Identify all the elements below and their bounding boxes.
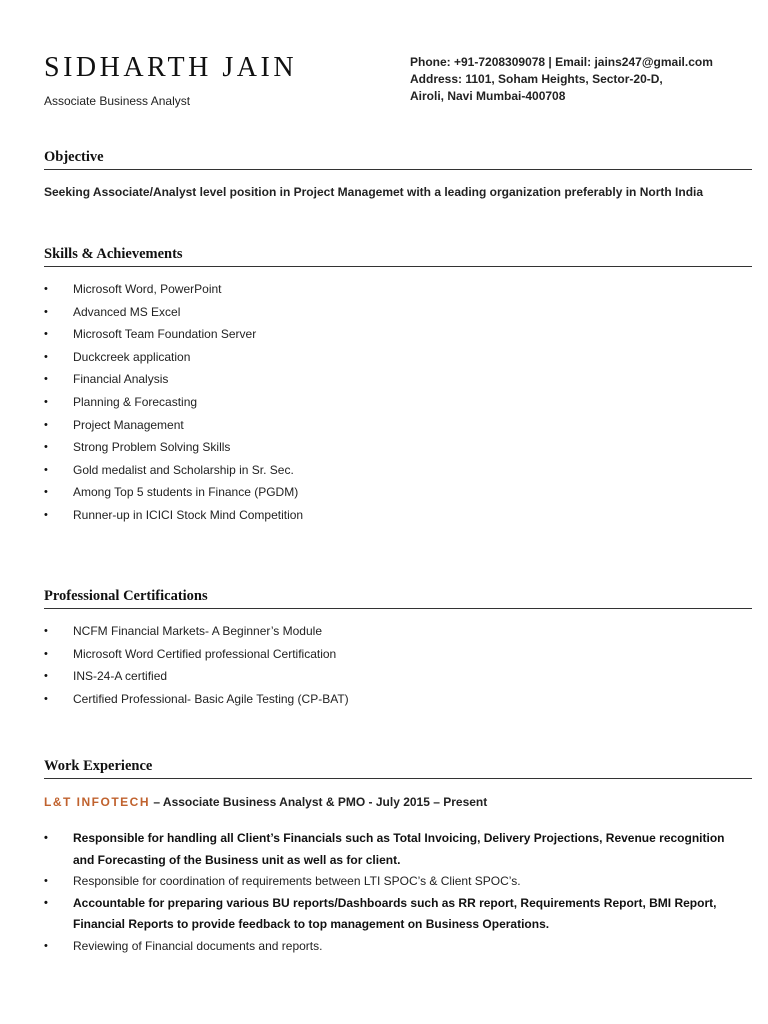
bullet-icon: • [44, 463, 48, 476]
list-item: • Duckcreek application [44, 346, 744, 369]
bullet-icon: • [44, 625, 48, 637]
bullet-icon: • [44, 670, 48, 683]
list-item: • Project Management [44, 414, 744, 437]
work-experience-heading: Work Experience [44, 758, 752, 779]
list-item: • Microsoft Word, PowerPoint [44, 278, 744, 301]
list-item: • Strong Problem Solving Skills [44, 436, 744, 459]
bullet-icon: • [44, 441, 48, 454]
objective-text: Seeking Associate/Analyst level position in Project Managemet with a leading organization preferably in North India [44, 185, 704, 199]
bullet-icon: • [44, 305, 48, 318]
candidate-name: SIDHARTH JAIN [44, 52, 298, 83]
job-title-line [44, 795, 487, 809]
bullet-icon: • [44, 647, 48, 660]
skills-list [44, 278, 744, 527]
work-responsibilities-list [44, 828, 734, 957]
contact-address-line-2: Airoli, Navi Mumbai-400708 [410, 89, 566, 103]
job-role: – Associate Business Analyst & PMO - July 2015 – Present [150, 795, 488, 809]
bullet-icon: • [44, 350, 48, 363]
bullet-icon: • [44, 939, 48, 952]
list-item: • Microsoft Word Certified professional Certification [44, 643, 744, 666]
list-item: • Runner-up in ICICI Stock Mind Competition [44, 504, 744, 527]
contact-block [410, 54, 713, 105]
list-item: • Accountable for preparing various BU reports/Dashboards such as RR report, Requirements Report, BMI Report, Financial Reports to provide feedback to top management on Business Operations. [44, 893, 734, 936]
list-item: • Gold medalist and Scholarship in Sr. Sec. [44, 459, 744, 482]
candidate-title: Associate Business Analyst [44, 94, 191, 108]
list-item: • Reviewing of Financial documents and reports. [44, 936, 734, 958]
bullet-icon: • [44, 875, 48, 887]
certifications-list [44, 620, 744, 710]
list-item: • Among Top 5 students in Finance (PGDM) [44, 481, 744, 504]
contact-phone-email: Phone: +91-7208309078 | Email: jains247@gmail.com [410, 55, 713, 69]
bullet-icon: • [44, 508, 48, 521]
list-item: • Advanced MS Excel [44, 301, 744, 324]
list-item: • Responsible for handling all Client’s Financials such as Total Invoicing, Delivery Projections, Revenue recognition and Forecasting of the Business unit as well as for client. [44, 828, 734, 871]
bullet-icon: • [44, 373, 48, 386]
bullet-icon: • [44, 395, 48, 408]
list-item: • Certified Professional- Basic Agile Testing (CP-BAT) [44, 688, 744, 711]
skills-heading: Skills & Achievements [44, 246, 752, 267]
bullet-icon: • [44, 692, 48, 705]
objective-heading: Objective [44, 149, 752, 170]
list-item: • NCFM Financial Markets- A Beginner’s Module [44, 620, 744, 643]
list-item: • Financial Analysis [44, 368, 744, 391]
contact-address-line-1: Address: 1101, Soham Heights, Sector-20-D, [410, 72, 663, 86]
bullet-icon: • [44, 832, 48, 844]
list-item: • Planning & Forecasting [44, 391, 744, 414]
company-name: L&T INFOTECH [44, 795, 150, 809]
bullet-icon: • [44, 283, 48, 295]
bullet-icon: • [44, 896, 48, 909]
list-item: • Responsible for coordination of requirements between LTI SPOC’s & Client SPOC’s. [44, 871, 734, 893]
bullet-icon: • [44, 328, 48, 341]
bullet-icon: • [44, 418, 48, 431]
bullet-icon: • [44, 486, 48, 499]
list-item: • Microsoft Team Foundation Server [44, 323, 744, 346]
certifications-heading: Professional Certifications [44, 588, 752, 609]
list-item: • INS-24-A certified [44, 665, 744, 688]
